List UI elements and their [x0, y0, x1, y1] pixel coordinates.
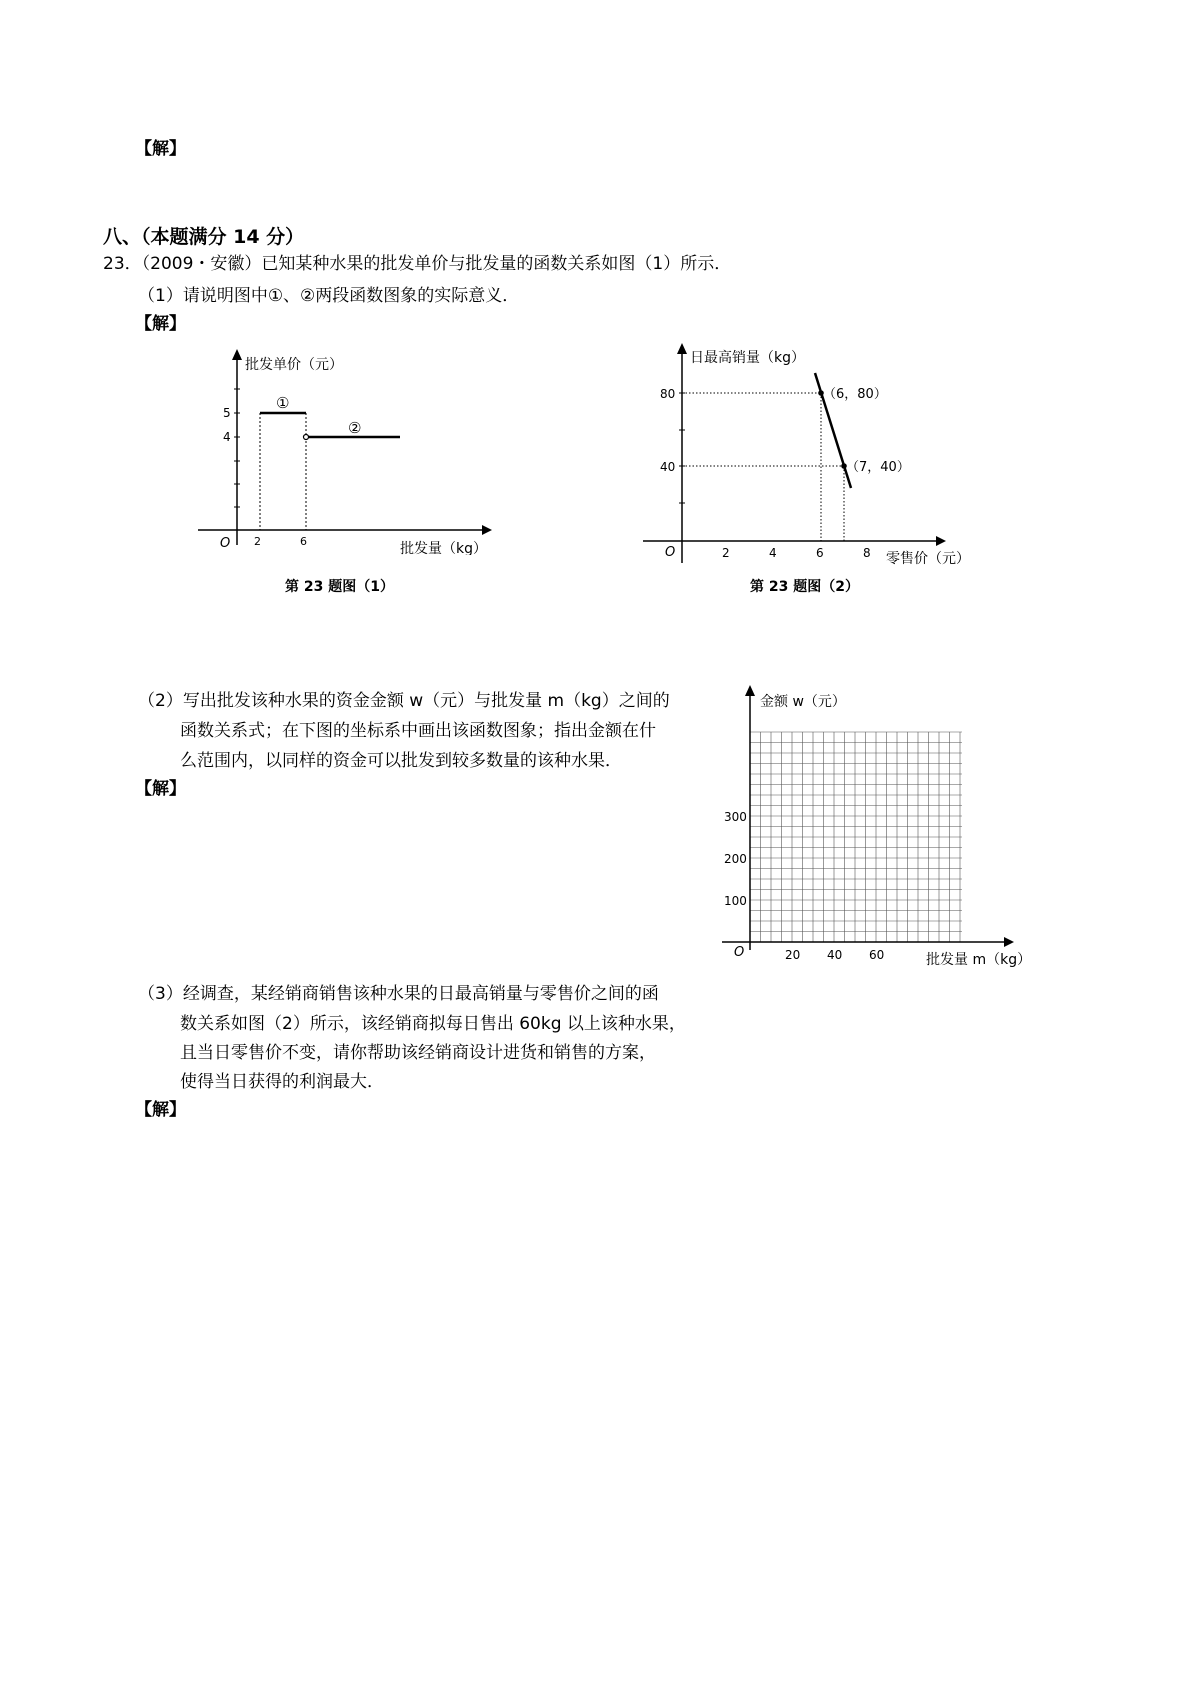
- fig3-xtick-40: 40: [827, 948, 843, 962]
- section-heading: 八、（本题满分 14 分）: [103, 226, 305, 248]
- fig1-ytick-4: 4: [223, 430, 231, 444]
- figure-3-grid: [716, 682, 1046, 972]
- fig2-xtick-4: 4: [769, 546, 777, 560]
- fig1-origin: O: [220, 536, 231, 551]
- fig1-seglabel-1: ①: [276, 394, 290, 412]
- fig1-ylabel: 批发单价（元）: [245, 357, 343, 373]
- part2-line-1: （2）写出批发该种水果的资金金额 w（元）与批发量 m（kg）之间的: [138, 691, 670, 711]
- y-axis-arrow: [745, 685, 755, 696]
- fig1-xtick-2: 2: [254, 535, 261, 548]
- part2-line-2: 函数关系式；在下图的坐标系中画出该函数图象；指出金额在什: [180, 721, 656, 741]
- fig2-xlabel: 零售价（元）: [886, 551, 970, 567]
- fig2-ytick-80: 80: [660, 387, 676, 401]
- figure-1-chart: [190, 345, 500, 555]
- fig1-xtick-6: 6: [300, 535, 307, 548]
- x-axis-arrow: [936, 536, 946, 546]
- x-axis-arrow: [1004, 937, 1014, 947]
- fig3-ytick-100: 100: [724, 894, 747, 908]
- answer-label-part2: 【解】: [135, 779, 186, 799]
- fig2-ytick-40: 40: [660, 460, 676, 474]
- figure-1-caption: 第 23 题图（1）: [285, 579, 394, 595]
- x-axis-arrow: [482, 525, 492, 535]
- fig3-xlabel: 批发量 m（kg）: [926, 952, 1032, 968]
- fig2-point-label-1: （6，80）: [823, 387, 887, 402]
- part3-line-4: 使得当日获得的利润最大．: [180, 1072, 384, 1092]
- fig2-xtick-8: 8: [863, 546, 871, 560]
- answer-label-top: 【解】: [135, 139, 186, 159]
- y-axis-arrow: [677, 343, 687, 354]
- answer-label-part1: 【解】: [135, 314, 186, 334]
- part3-line-2: 数关系如图（2）所示，该经销商拟每日售出 60kg 以上该种水果，: [180, 1014, 686, 1034]
- fig2-origin: O: [665, 545, 676, 560]
- part1-question: （1）请说明图中①、②两段函数图象的实际意义．: [138, 286, 520, 306]
- fig2-point-label-2: （7，40）: [846, 460, 910, 475]
- grid-lines: [750, 732, 962, 942]
- part3-line-1: （3）经调查，某经销商销售该种水果的日最高销量与零售价之间的函: [138, 984, 659, 1004]
- fig2-xtick-2: 2: [722, 546, 730, 560]
- fig1-xlabel: 批发量（kg）: [400, 541, 487, 555]
- figure-2-caption: 第 23 题图（2）: [750, 579, 859, 595]
- fig3-origin: O: [734, 945, 745, 960]
- problem-stem: 23．（2009・安徽）已知某种水果的批发单价与批发量的函数关系如图（1）所示．: [103, 254, 732, 274]
- answer-label-part3: 【解】: [135, 1100, 186, 1120]
- fig1-seglabel-2: ②: [348, 419, 362, 437]
- fig3-ytick-300: 300: [724, 810, 747, 824]
- fig3-ytick-200: 200: [724, 852, 747, 866]
- open-point: [304, 435, 309, 440]
- fig1-ytick-5: 5: [223, 406, 231, 420]
- fig2-ylabel: 日最高销量（kg）: [690, 350, 805, 366]
- fig2-xtick-6: 6: [816, 546, 824, 560]
- figure-2-chart: [638, 338, 988, 568]
- part2-line-3: 么范围内，以同样的资金可以批发到较多数量的该种水果．: [180, 751, 622, 771]
- fig3-xtick-60: 60: [869, 948, 885, 962]
- part3-line-3: 且当日零售价不变，请你帮助该经销商设计进货和销售的方案，: [180, 1043, 656, 1063]
- y-axis-arrow: [232, 349, 242, 360]
- fig3-xtick-20: 20: [785, 948, 801, 962]
- fig3-ylabel: 金额 w（元）: [760, 694, 846, 710]
